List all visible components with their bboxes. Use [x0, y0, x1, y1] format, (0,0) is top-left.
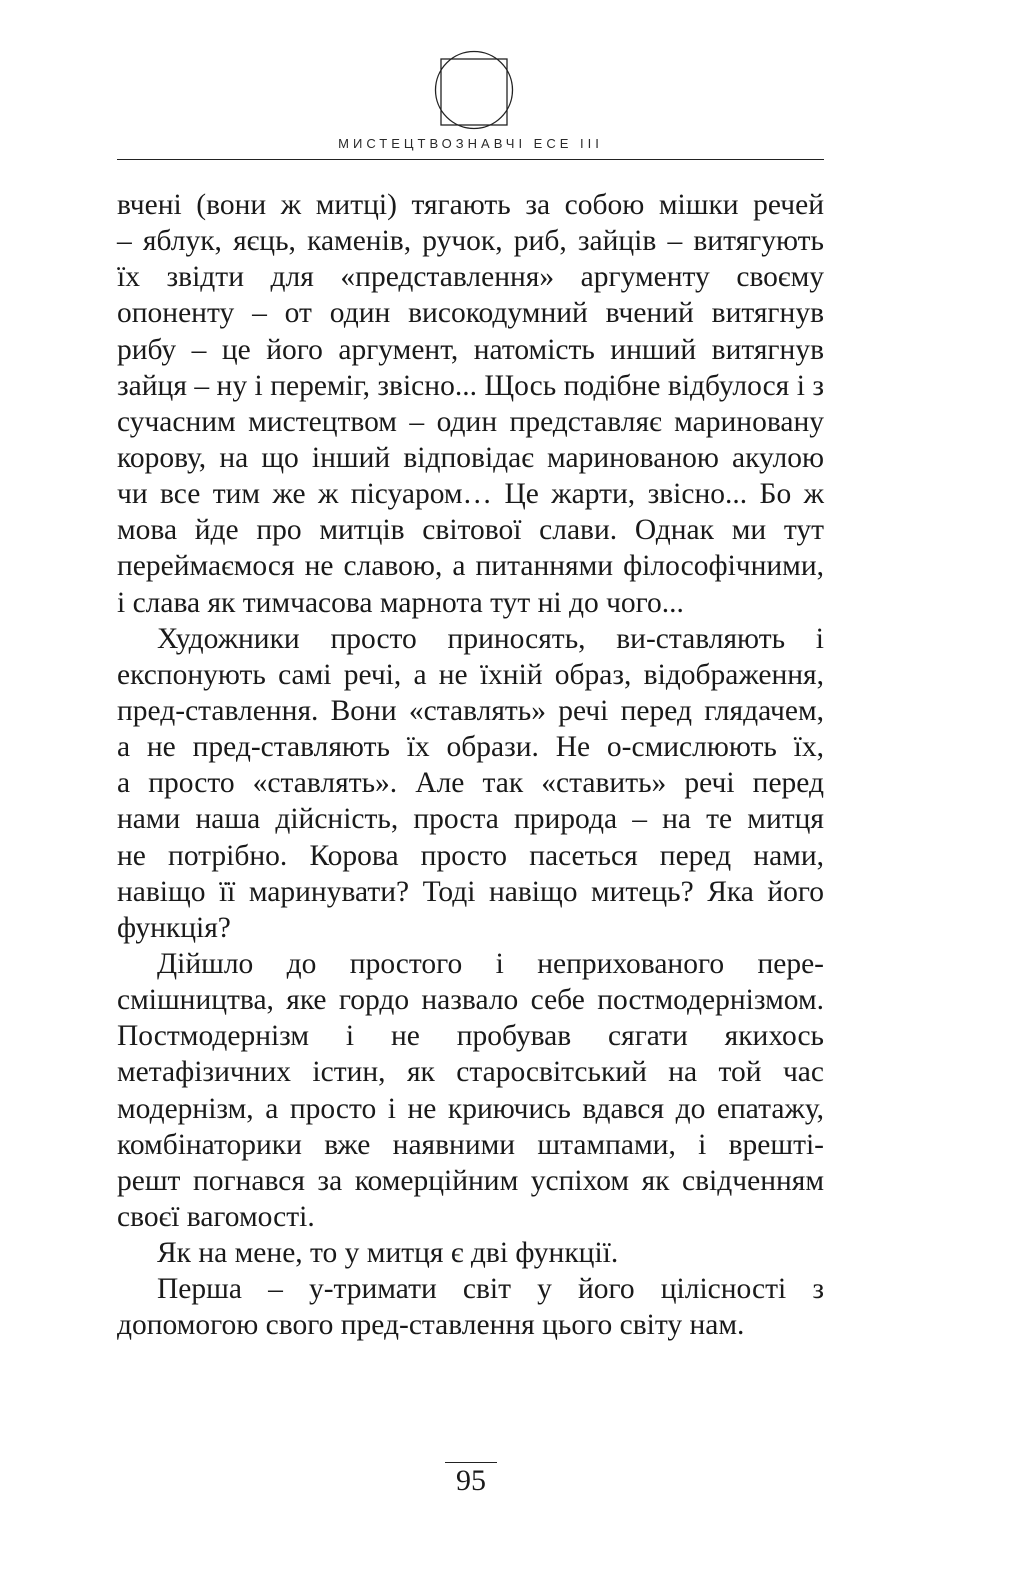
text-line: комбінаторики вже наявними штампами, і врешті- [117, 1128, 824, 1161]
paragraph [117, 187, 824, 621]
paragraph [117, 1235, 824, 1271]
text-line: переймаємося не славою, а питаннями філософічними, [117, 550, 824, 583]
circle-square-emblem-icon [434, 50, 514, 130]
text-line: функція? [117, 911, 231, 944]
text-line: Як на мене, то у митця є дві функції. [157, 1237, 619, 1270]
text-line: не потрібно. Корова просто пасеться перед нами, [117, 839, 824, 872]
running-head-title: МИСТЕЦТВОЗНАВЧІ ЕСЕ III [338, 136, 603, 151]
text-line: Перша – у-тримати світ у його цілісності з [157, 1273, 824, 1306]
text-line: а не пред-ставляють їх образи. Не о-смислюють їх, [117, 731, 824, 764]
text-line: нами наша дійсність, проста природа – на те митця [117, 803, 824, 836]
text-line: Художники просто приносять, ви-ставляють і [157, 622, 824, 655]
text-line: мова йде про митців світової слави. Однак ми тут [117, 514, 824, 547]
text-line: корову, на що інший відповідає маринованою акулою [117, 441, 824, 474]
text-line: смішництва, яке гордо назвало себе постмодернізмом. [117, 984, 824, 1017]
text-line: модернізм, а просто і не криючись вдався до епатажу, [117, 1092, 824, 1125]
text-line: їх звідти для «представлення» аргументу своєму [117, 261, 824, 294]
text-line: опоненту – от один високодумний вчений витягнув [117, 297, 824, 330]
text-line: Дійшло до простого і неприхованого пере- [157, 947, 824, 980]
text-line: і слава як тимчасова марнота тут ні до чого... [117, 586, 684, 619]
text-line: пред-ставлення. Вони «ставлять» речі перед глядачем, [117, 694, 824, 727]
paragraph [117, 1271, 824, 1343]
text-line: вчені (вони ж митці) тягають за собою мішки речей [117, 189, 824, 221]
text-line: навіщо її маринувати? Тоді навіщо митець? Яка його [117, 875, 824, 908]
header-divider [117, 159, 824, 160]
text-line: чи все тим же ж пісуаром… Це жарти, звісно... Бо ж [117, 478, 824, 511]
paragraph [117, 621, 824, 946]
text-line: експонують самі речі, а не їхній образ, відображення, [117, 658, 824, 691]
text-line: – яблук, яєць, каменів, ручок, риб, зайців – витягують [117, 225, 824, 258]
text-line: рибу – це його аргумент, натомість инший витягнув [117, 333, 824, 366]
text-line: зайця – ну і переміг, звісно... Щось подібне відбулося і з [117, 369, 824, 402]
text-line: допомогою свого пред-ставлення цього світу нам. [117, 1309, 745, 1342]
text-line: метафізичних істин, як старосвітський на той час [117, 1056, 824, 1089]
text-line: Постмодернізм і не пробував сягати якихось [117, 1020, 824, 1053]
page-number: 95 [445, 1462, 497, 1499]
text-line: сучасним мистецтвом – один представляє мариновану [117, 405, 824, 438]
text-line: своєї вагомості. [117, 1200, 315, 1233]
paragraph [117, 946, 824, 1235]
text-line: а просто «ставлять». Але так «ставить» речі перед [117, 767, 824, 800]
text-line: решт погнався за комерційним успіхом як свідченням [117, 1164, 824, 1197]
page-body-text [117, 187, 824, 1344]
